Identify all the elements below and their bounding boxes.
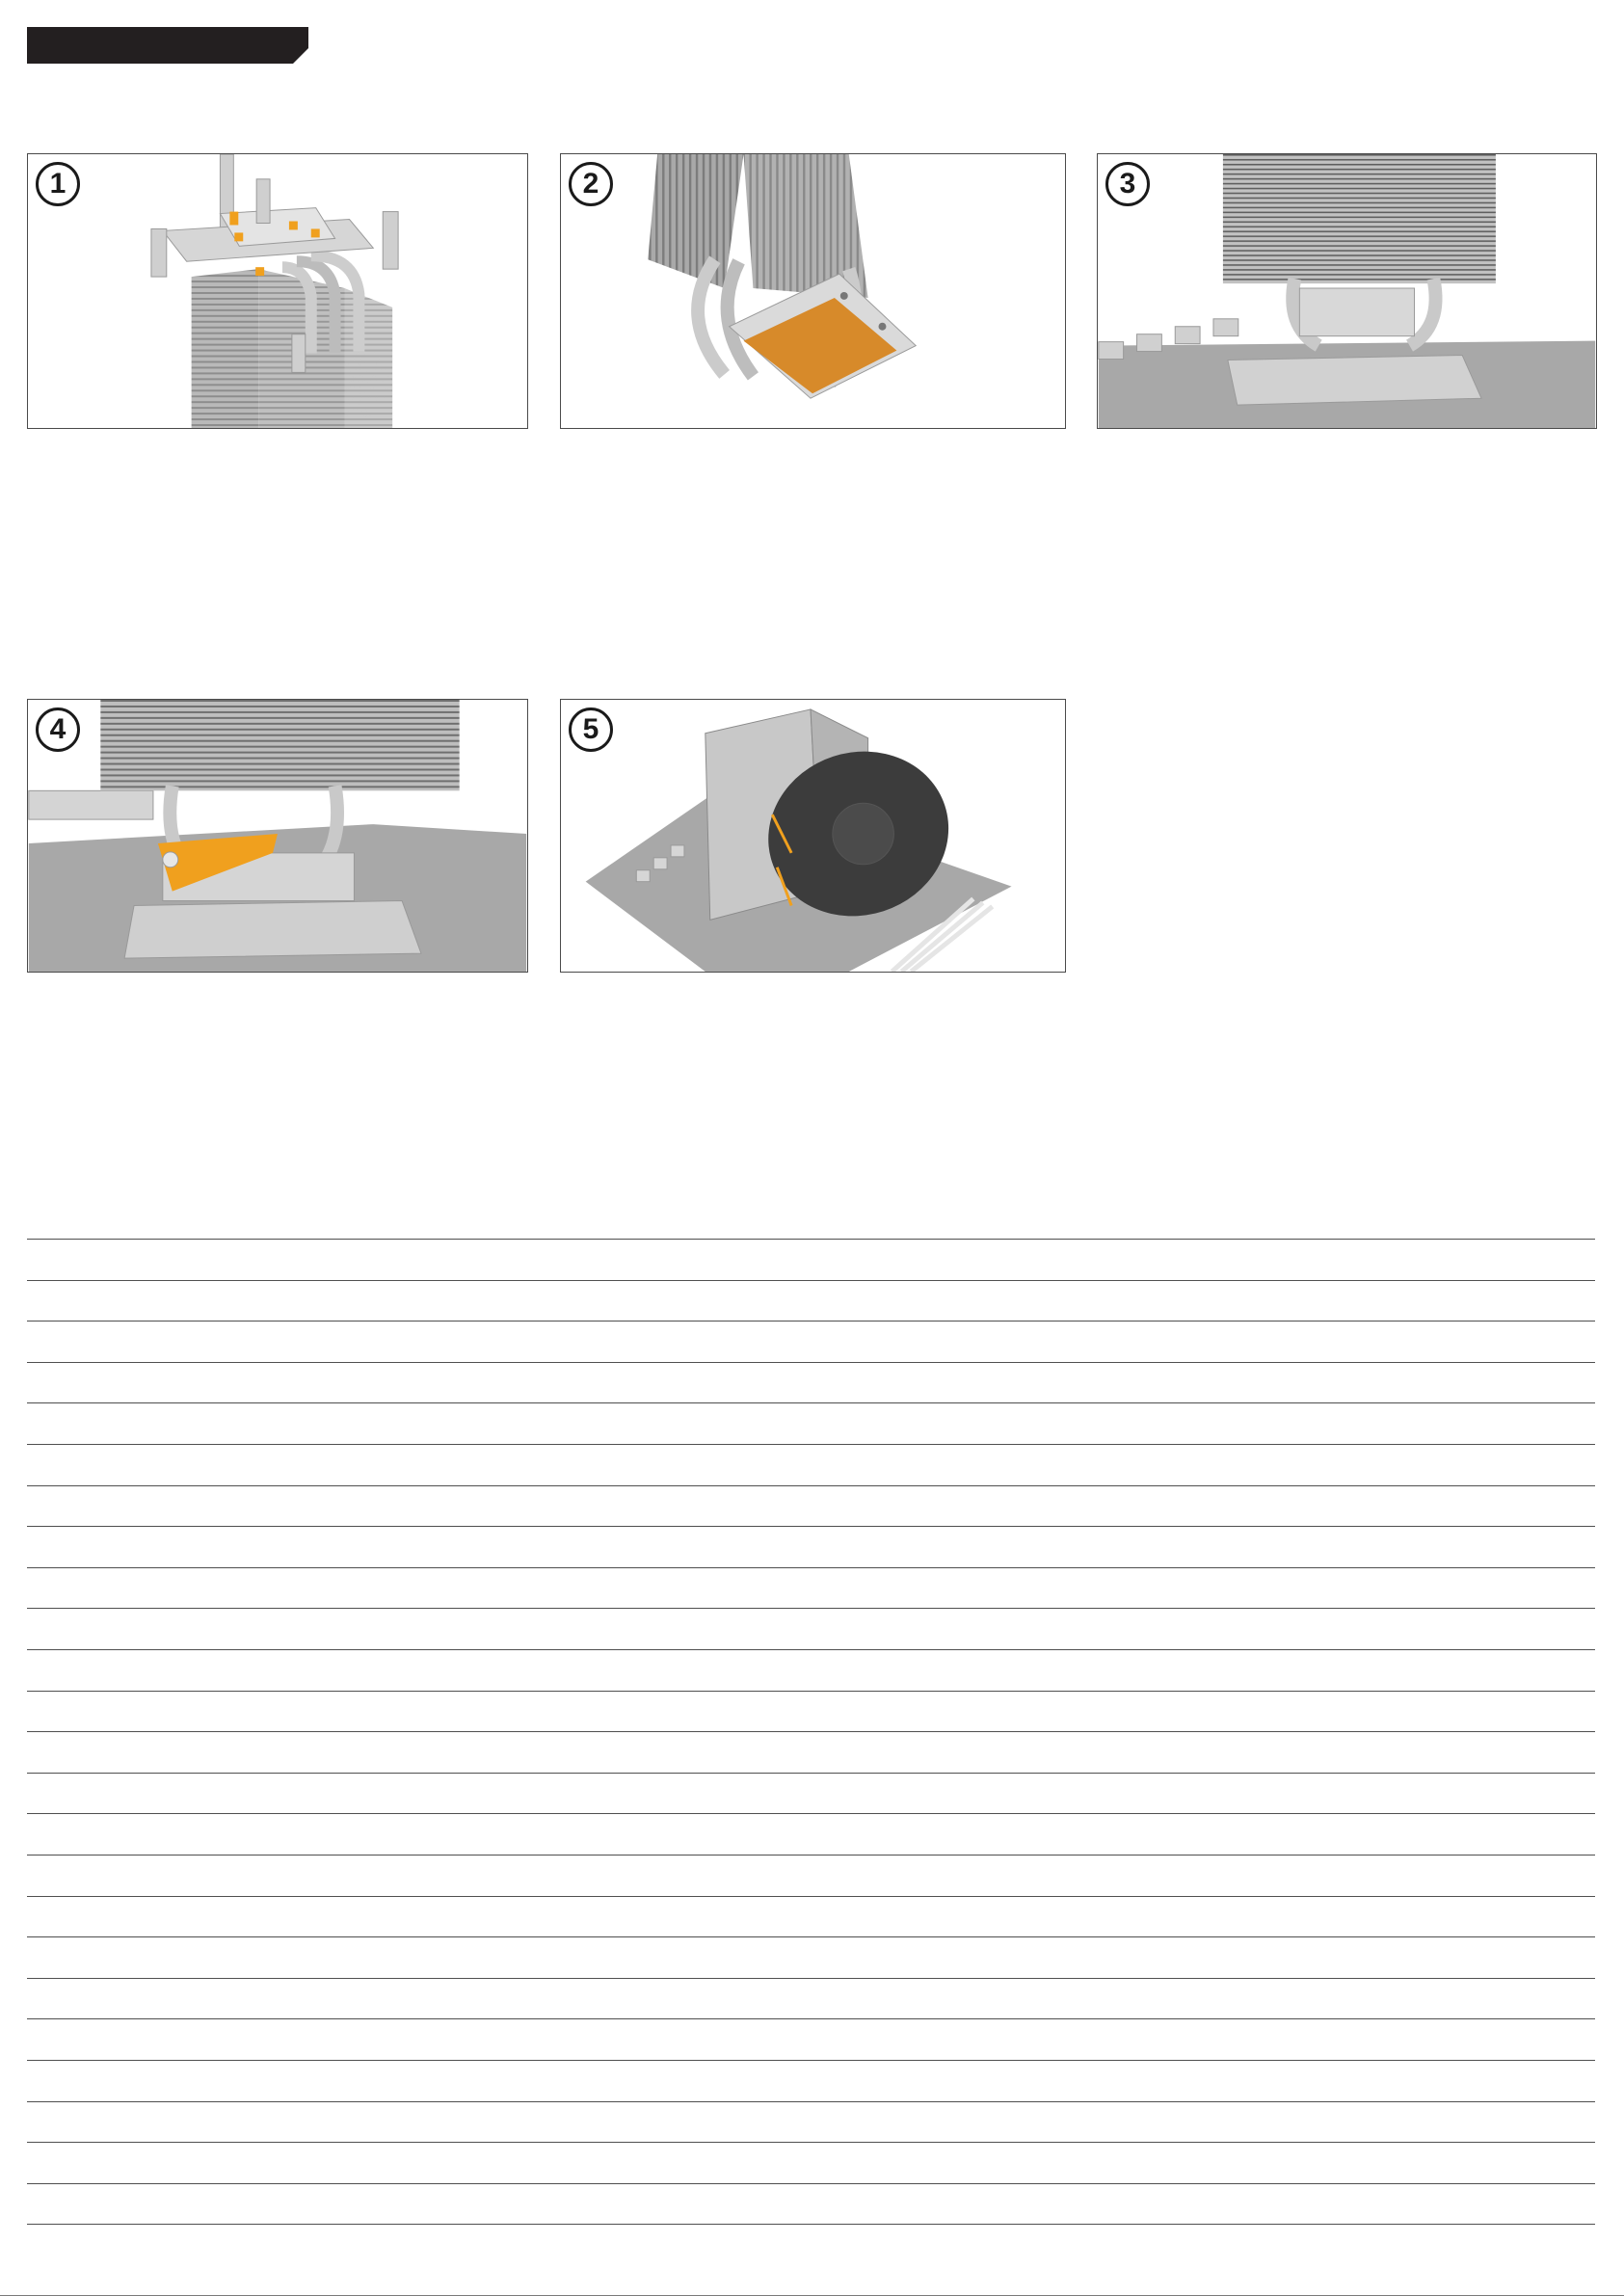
note-line [27, 1896, 1595, 1897]
note-line [27, 1444, 1595, 1445]
step-number-badge: 5 [569, 707, 613, 752]
cooler-on-motherboard-socket-icon [1098, 154, 1596, 428]
note-line [27, 1691, 1595, 1692]
note-line [27, 2018, 1595, 2019]
step-panel-4 [27, 699, 528, 973]
copper-base-thermal-paste-icon [561, 154, 1065, 428]
note-line [27, 1936, 1595, 1937]
note-line [27, 2142, 1595, 2143]
note-line [27, 2183, 1595, 2184]
note-line [27, 1978, 1595, 1979]
step-number-badge: 2 [569, 162, 613, 206]
note-line [27, 1280, 1595, 1281]
step-number-badge: 3 [1105, 162, 1150, 206]
note-line [27, 1773, 1595, 1774]
note-line [27, 1362, 1595, 1363]
note-line [27, 1608, 1595, 1609]
note-line [27, 2060, 1595, 2061]
note-line [27, 2224, 1595, 2225]
step-number-badge: 1 [36, 162, 80, 206]
note-line [27, 1485, 1595, 1486]
step-number-badge: 4 [36, 707, 80, 752]
step-panel-1 [27, 153, 528, 429]
heatsink-mounting-brackets-icon [28, 154, 527, 428]
mounting-clip-lever-icon [28, 700, 527, 972]
step-panel-3 [1097, 153, 1597, 429]
installed-cooler-with-fan-icon [561, 700, 1065, 972]
note-line [27, 1321, 1595, 1322]
note-line [27, 1402, 1595, 1403]
note-line [27, 1649, 1595, 1650]
note-line [27, 1731, 1595, 1732]
note-line [27, 2101, 1595, 2102]
note-line [27, 1813, 1595, 1814]
note-line [27, 1526, 1595, 1527]
header-bar [27, 27, 308, 64]
note-line [27, 1567, 1595, 1568]
note-line [27, 1239, 1595, 1240]
step-panel-5 [560, 699, 1066, 973]
step-panel-2 [560, 153, 1066, 429]
